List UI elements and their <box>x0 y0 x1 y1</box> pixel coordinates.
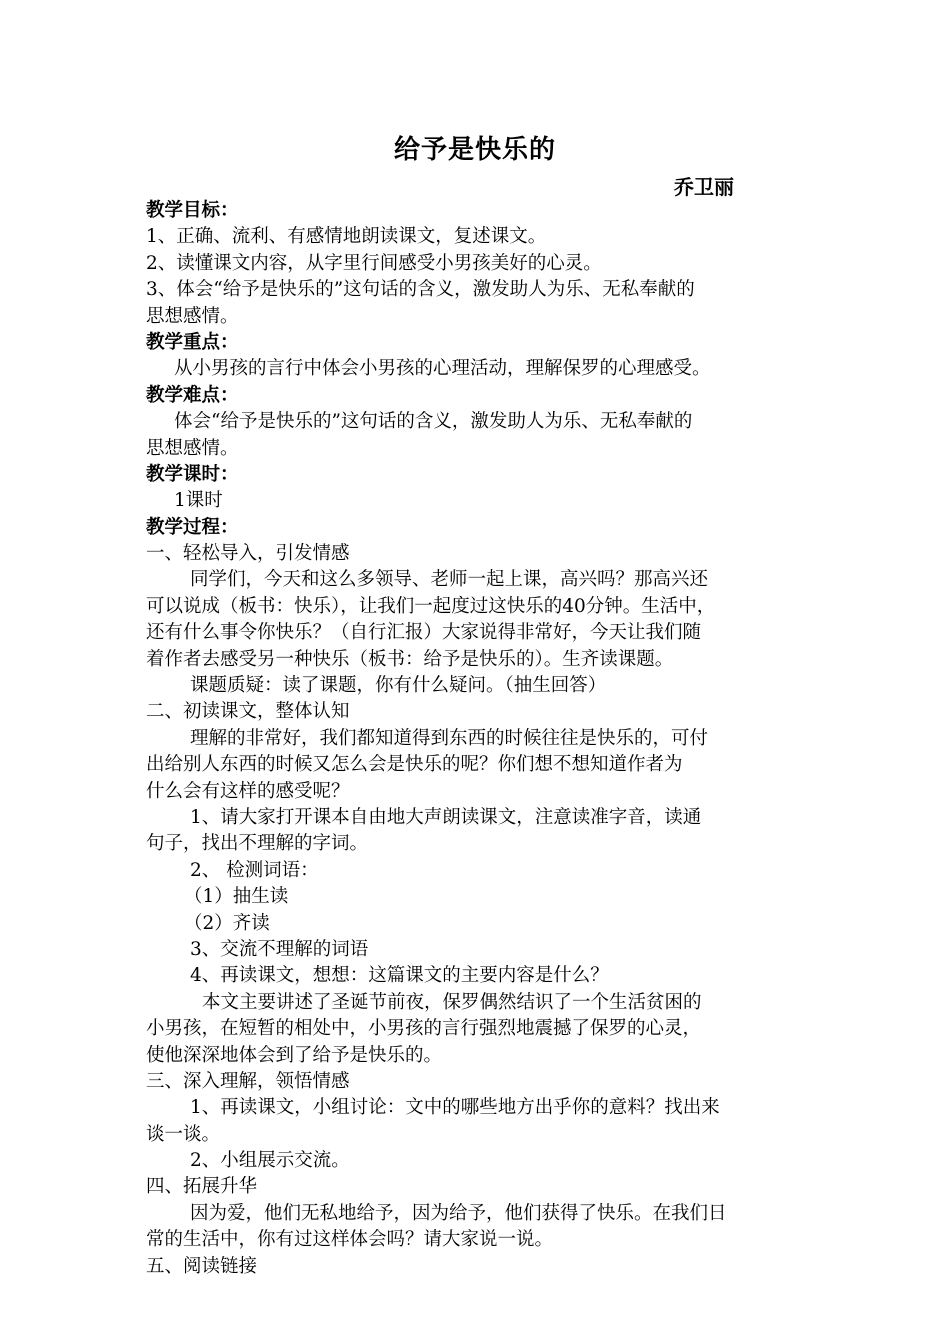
paragraph-line: （1）抽生读 <box>184 886 289 908</box>
paragraph-line: 同学们，今天和这么多领导、老师一起上课，高兴吗？那高兴还 <box>190 569 709 591</box>
process-step-heading: 四、拓展升华 <box>146 1176 258 1198</box>
paragraph-line: 还有什么事令你快乐？（自行汇报）大家说得非常好，今天让我们随 <box>146 622 702 644</box>
paragraph-line: 出给别人东西的时候又怎么会是快乐的呢？你们想不想知道作者为 <box>146 754 683 776</box>
objective-item: 1、正确、流利、有感情地朗读课文，复述课文。 <box>146 226 547 248</box>
objective-item: 2、读懂课文内容，从字里行间感受小男孩美好的心灵。 <box>146 252 602 274</box>
process-step-heading: 五、阅读链接 <box>146 1255 258 1277</box>
section-heading-difficulties: 教学难点： <box>146 384 239 406</box>
section-heading-objectives: 教学目标： <box>146 200 239 221</box>
paragraph-line: 常的生活中，你有过这样体会吗？请大家说一说。 <box>146 1229 554 1251</box>
paragraph-line: 什么会有这样的感受呢？ <box>146 780 350 802</box>
paragraph-line: 因为爱，他们无私地给予，因为给予，他们获得了快乐。在我们日 <box>190 1202 727 1224</box>
paragraph-line: （2）齐读 <box>184 912 270 934</box>
paragraph-line: 小男孩，在短暂的相处中，小男孩的言行强烈地震撼了保罗的心灵， <box>146 1018 702 1040</box>
paragraph-line: 1、请大家打开课本自由地大声朗读课文，注意读准字音，读通 <box>190 806 702 828</box>
process-step-heading: 三、深入理解，领悟情感 <box>146 1070 350 1092</box>
paragraph-line: 使他深深地体会到了给予是快乐的。 <box>146 1044 443 1066</box>
paragraph-line: 思想感情。 <box>146 437 239 459</box>
section-heading-class-hours: 教学课时： <box>146 463 239 485</box>
paragraph-line: 本文主要讲述了圣诞节前夜，保罗偶然结识了一个生活贫困的 <box>202 991 702 1013</box>
paragraph-line: 着作者去感受另一种快乐（板书：给予是快乐的）。生齐读课题。 <box>146 648 674 670</box>
document-author: 乔卫丽 <box>674 175 734 199</box>
paragraph-line: 课题质疑：读了课题，你有什么疑问。（抽生回答） <box>190 675 607 697</box>
document-body <box>146 198 826 1280</box>
paragraph-line: 3、交流不理解的词语 <box>190 938 369 960</box>
process-step-heading: 一、轻松导入，引发情感 <box>146 543 350 565</box>
paragraph-line: 体会“给予是快乐的”这句话的含义，激发助人为乐、无私奉献的 <box>174 411 693 433</box>
paragraph-line: 从小男孩的言行中体会小男孩的心理活动，理解保罗的心理感受。 <box>174 358 711 380</box>
section-heading-process: 教学过程： <box>146 516 239 538</box>
process-step-heading: 二、初读课文，整体认知 <box>146 701 350 723</box>
paragraph-line: 句子，找出不理解的字词。 <box>146 833 369 855</box>
document-title: 给予是快乐的 <box>393 135 556 165</box>
paragraph-line: 理解的非常好，我们都知道得到东西的时候往往是快乐的，可付 <box>190 727 709 749</box>
paragraph-line: 2、小组展示交流。 <box>190 1150 350 1172</box>
section-heading-key-points: 教学重点： <box>146 331 239 353</box>
paragraph-line: 4、再读课文，想想：这篇课文的主要内容是什么？ <box>190 965 609 987</box>
paragraph-line: 1、再读课文，小组讨论：文中的哪些地方出乎你的意料？找出来 <box>190 1097 720 1119</box>
paragraph-line: 可以说成（板书：快乐），让我们一起度过这快乐的40分钟。生活中， <box>146 595 716 617</box>
paragraph-line: 1课时 <box>174 490 223 512</box>
objective-item-continuation: 思想感情。 <box>146 305 239 327</box>
paragraph-line: 谈一谈。 <box>146 1123 221 1145</box>
paragraph-line: 2、 检测词语： <box>190 859 319 881</box>
objective-item: 3、体会“给予是快乐的”这句话的含义，激发助人为乐、无私奉献的 <box>146 279 695 301</box>
